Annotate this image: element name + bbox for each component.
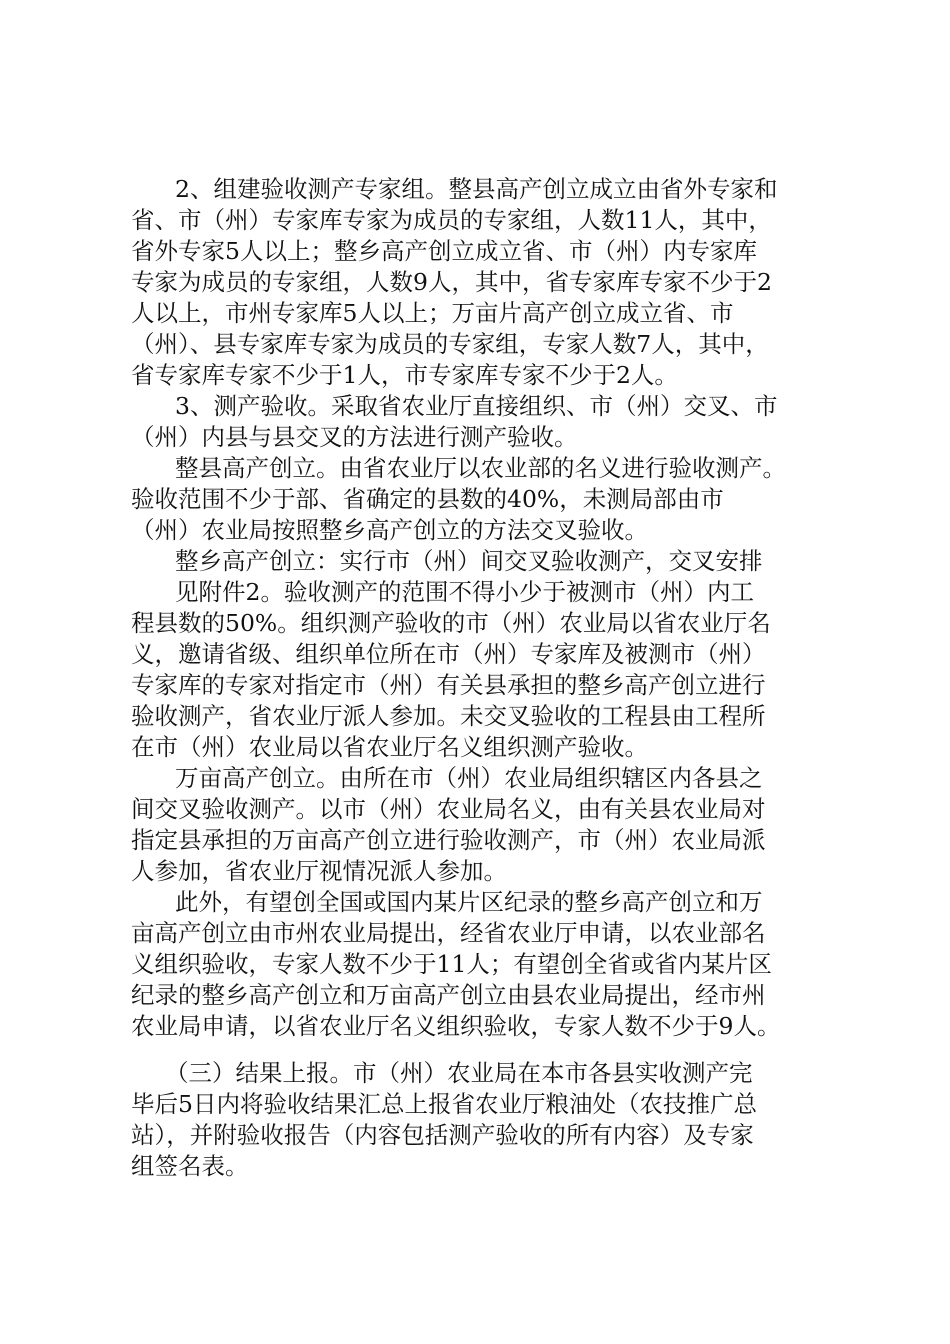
text-line: 验收范围不少于部、省确定的县数的40%，未测局部由市 bbox=[131, 485, 724, 513]
text-line: 农业局申请，以省农业厅名义组织验收，专家人数不少于9人。 bbox=[131, 1012, 781, 1040]
text-line: 验收测产，省农业厅派人参加。未交叉验收的工程县由工程所 bbox=[131, 702, 766, 730]
text-line: 3、测产验收。采取省农业厅直接组织、市（州）交叉、市 bbox=[175, 392, 778, 420]
text-line: （州）内县与县交叉的方法进行测产验收。 bbox=[131, 423, 578, 451]
text-line: 见附件2。验收测产的范围不得小少于被测市（州）内工 bbox=[175, 578, 754, 606]
text-line: 省外专家5人以上；整乡高产创立成立省、市（州）内专家库 bbox=[131, 237, 757, 265]
text-line: 省专家库专家不少于1人，市专家库专家不少于2人。 bbox=[131, 361, 678, 389]
text-line: 程县数的50%。组织测产验收的市（州）农业局以省农业厅名 bbox=[131, 609, 771, 637]
text-line: 间交叉验收测产。以市（州）农业局名义，由有关县农业局对 bbox=[131, 795, 766, 823]
text-line: 义，邀请省级、组织单位所在市（州）专家库及被测市（州） bbox=[131, 640, 766, 668]
text-line: 整县高产创立。由省农业厅以农业部的名义进行验收测产。 bbox=[175, 454, 786, 482]
text-line: 整乡高产创立：实行市（州）间交叉验收测产，交叉安排 bbox=[175, 547, 763, 575]
text-line: 指定县承担的万亩高产创立进行验收测产，市（州）农业局派 bbox=[131, 826, 766, 854]
text-line: 毕后5日内将验收结果汇总上报省农业厅粮油处（农技推广总 bbox=[131, 1090, 757, 1118]
text-line: 专家库的专家对指定市（州）有关县承担的整乡高产创立进行 bbox=[131, 671, 766, 699]
text-line: 专家为成员的专家组，人数9人，其中，省专家库专家不少于2 bbox=[131, 268, 772, 296]
text-line: （三）结果上报。市（州）农业局在本市各县实收测产完 bbox=[165, 1059, 753, 1087]
text-line: 组签名表。 bbox=[131, 1152, 249, 1180]
text-line: （州）、县专家库专家为成员的专家组，专家人数7人，其中， bbox=[131, 330, 769, 358]
text-line: 2、组建验收测产专家组。整县高产创立成立由省外专家和 bbox=[175, 175, 778, 203]
text-line: 站），并附验收报告（内容包括测产验收的所有内容）及专家 bbox=[131, 1121, 754, 1149]
text-line: 义组织验收，专家人数不少于11人；有望创全省或省内某片区 bbox=[131, 950, 772, 978]
text-line: 万亩高产创立。由所在市（州）农业局组织辖区内各县之 bbox=[175, 764, 763, 792]
text-line: 纪录的整乡高产创立和万亩高产创立由县农业局提出，经市州 bbox=[131, 981, 766, 1009]
text-line: 省、市（州）专家库专家为成员的专家组，人数11人，其中， bbox=[131, 206, 772, 234]
text-line: （州）农业局按照整乡高产创立的方法交叉验收。 bbox=[131, 516, 648, 544]
text-line: 人以上，市州专家库5人以上；万亩片高产创立成立省、市 bbox=[131, 299, 734, 327]
text-line: 在市（州）农业局以省农业厅名义组织测产验收。 bbox=[131, 733, 648, 761]
text-line: 人参加，省农业厅视情况派人参加。 bbox=[131, 857, 507, 885]
text-line: 亩高产创立由市州农业局提出，经省农业厅申请，以农业部名 bbox=[131, 919, 766, 947]
text-line: 此外，有望创全国或国内某片区纪录的整乡高产创立和万 bbox=[175, 888, 763, 916]
